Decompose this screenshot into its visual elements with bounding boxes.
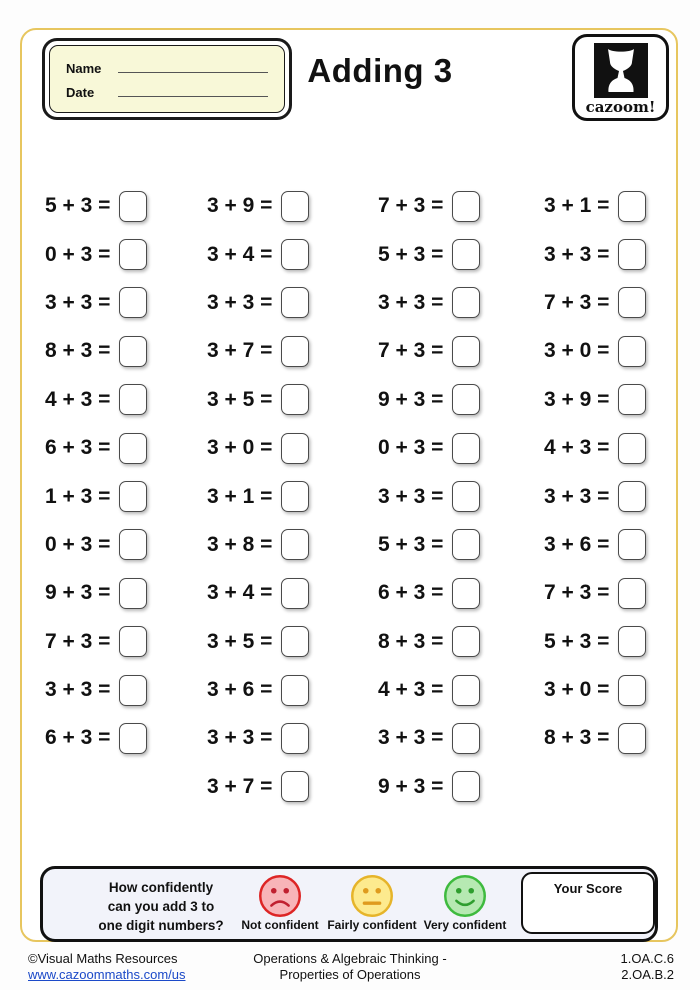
problem-cell <box>40 618 202 666</box>
standard-code-2: 2.OA.B.2 <box>621 966 674 982</box>
equation-text: 8 + 3 = <box>378 629 444 653</box>
equation-text: 3 + 3 = <box>378 726 444 750</box>
date-input-line[interactable] <box>118 96 268 97</box>
equation-text: 5 + 3 = <box>378 242 444 266</box>
problem-cell <box>40 714 202 762</box>
equation-text: 5 + 3 = <box>378 532 444 556</box>
answer-box[interactable] <box>452 191 480 222</box>
answer-box[interactable] <box>618 384 646 415</box>
equation-text: 6 + 3 = <box>378 581 444 605</box>
answer-box[interactable] <box>452 529 480 560</box>
equation-text: 3 + 9 = <box>207 194 273 218</box>
your-score-label: Your Score <box>553 881 623 896</box>
answer-box[interactable] <box>281 771 309 802</box>
answer-box[interactable] <box>618 239 646 270</box>
happy-face-icon[interactable] <box>442 873 488 919</box>
problem-cell <box>202 327 373 375</box>
problem-cell <box>202 521 373 569</box>
problem-cell <box>40 279 202 327</box>
problem-cell <box>40 666 202 714</box>
answer-box[interactable] <box>618 191 646 222</box>
equation-text: 3 + 1 = <box>207 484 273 508</box>
answer-box[interactable] <box>452 481 480 512</box>
equation-text: 3 + 0 = <box>207 436 273 460</box>
problem-cell <box>539 376 657 424</box>
answer-box[interactable] <box>281 578 309 609</box>
name-input-line[interactable] <box>118 72 268 73</box>
problem-cell <box>40 230 202 278</box>
problem-cell <box>373 714 539 762</box>
problem-cell <box>40 521 202 569</box>
problem-cell <box>539 618 657 666</box>
problem-cell <box>373 569 539 617</box>
equation-text: 7 + 3 = <box>378 339 444 363</box>
equation-text: 1 + 3 = <box>45 484 111 508</box>
problem-cell <box>202 182 373 230</box>
equation-text: 0 + 3 = <box>378 436 444 460</box>
problem-cell <box>539 472 657 520</box>
problem-cell <box>539 521 657 569</box>
problem-cell <box>373 376 539 424</box>
answer-box[interactable] <box>281 336 309 367</box>
standard-code-1: 1.OA.C.6 <box>620 951 674 966</box>
confidence-option-label: Very confident <box>423 918 507 932</box>
empty-cell <box>539 763 657 811</box>
problem-cell <box>202 472 373 520</box>
equation-text: 6 + 3 = <box>45 436 111 460</box>
problem-cell <box>202 376 373 424</box>
answer-box[interactable] <box>281 529 309 560</box>
answer-box[interactable] <box>618 433 646 464</box>
equation-text: 3 + 7 = <box>207 339 273 363</box>
answer-box[interactable] <box>618 336 646 367</box>
problem-cell <box>40 569 202 617</box>
curriculum-strand-line2: Properties of Operations <box>279 966 421 982</box>
answer-box[interactable] <box>452 723 480 754</box>
answer-box[interactable] <box>452 287 480 318</box>
problem-cell <box>373 230 539 278</box>
equation-text: 3 + 0 = <box>544 678 610 702</box>
answer-box[interactable] <box>119 336 147 367</box>
date-label: Date <box>66 84 95 100</box>
problem-cell <box>373 182 539 230</box>
answer-box[interactable] <box>119 239 147 270</box>
answer-box[interactable] <box>119 191 147 222</box>
problem-cell <box>202 618 373 666</box>
answer-box[interactable] <box>281 723 309 754</box>
equation-text: 7 + 3 = <box>544 290 610 314</box>
equation-text: 3 + 1 = <box>544 194 610 218</box>
equation-text: 7 + 3 = <box>544 581 610 605</box>
problem-cell <box>40 182 202 230</box>
answer-box[interactable] <box>618 675 646 706</box>
problem-cell <box>373 521 539 569</box>
footer-right <box>621 951 674 983</box>
confidence-question-line3: one digit numbers? <box>98 918 224 934</box>
answer-box[interactable] <box>119 626 147 657</box>
equation-text: 3 + 4 = <box>207 242 273 266</box>
answer-box[interactable] <box>618 626 646 657</box>
problem-cell <box>202 569 373 617</box>
equation-text: 3 + 6 = <box>544 532 610 556</box>
equation-text: 3 + 9 = <box>544 387 610 411</box>
equation-text: 3 + 5 = <box>207 387 273 411</box>
answer-box[interactable] <box>452 239 480 270</box>
equation-text: 7 + 3 = <box>378 194 444 218</box>
answer-box[interactable] <box>281 675 309 706</box>
problems-grid <box>40 182 660 811</box>
answer-box[interactable] <box>281 481 309 512</box>
equation-text: 3 + 3 = <box>544 242 610 266</box>
equation-text: 9 + 3 = <box>45 581 111 605</box>
empty-cell <box>40 763 202 811</box>
answer-box[interactable] <box>452 675 480 706</box>
equation-text: 3 + 5 = <box>207 629 273 653</box>
problem-cell <box>202 279 373 327</box>
equation-text: 3 + 3 = <box>544 484 610 508</box>
answer-box[interactable] <box>618 481 646 512</box>
equation-text: 3 + 7 = <box>207 774 273 798</box>
problem-cell <box>373 472 539 520</box>
logo-wordmark: cazoom! <box>585 98 656 116</box>
answer-box[interactable] <box>281 626 309 657</box>
equation-text: 4 + 3 = <box>45 387 111 411</box>
equation-text: 3 + 3 = <box>207 726 273 750</box>
answer-box[interactable] <box>281 287 309 318</box>
equation-text: 9 + 3 = <box>378 774 444 798</box>
copyright-text: ©Visual Maths Resources <box>28 951 178 966</box>
equation-text: 5 + 3 = <box>45 194 111 218</box>
equation-text: 3 + 6 = <box>207 678 273 702</box>
answer-box[interactable] <box>281 433 309 464</box>
problem-cell <box>373 763 539 811</box>
problem-cell <box>40 424 202 472</box>
problem-cell <box>539 569 657 617</box>
problem-cell <box>40 376 202 424</box>
problem-cell <box>539 327 657 375</box>
problem-cell <box>202 666 373 714</box>
problem-cell <box>539 666 657 714</box>
answer-box[interactable] <box>119 384 147 415</box>
equation-text: 3 + 3 = <box>45 678 111 702</box>
equation-text: 8 + 3 = <box>45 339 111 363</box>
answer-box[interactable] <box>618 529 646 560</box>
answer-box[interactable] <box>281 191 309 222</box>
equation-text: 5 + 3 = <box>544 629 610 653</box>
website-link[interactable]: www.cazoommaths.com/us <box>28 966 186 982</box>
answer-box[interactable] <box>452 578 480 609</box>
problem-cell <box>40 327 202 375</box>
answer-box[interactable] <box>119 529 147 560</box>
cazoom-logo <box>572 34 669 121</box>
equation-text: 3 + 3 = <box>378 484 444 508</box>
confidence-option-label: Not confident <box>241 918 319 932</box>
answer-box[interactable] <box>618 578 646 609</box>
equation-text: 3 + 4 = <box>207 581 273 605</box>
drum-icon <box>594 43 648 98</box>
confidence-option-label: Fairly confident <box>327 918 417 932</box>
equation-text: 9 + 3 = <box>378 387 444 411</box>
equation-text: 0 + 3 = <box>45 242 111 266</box>
answer-box[interactable] <box>119 675 147 706</box>
problem-cell <box>539 714 657 762</box>
problem-cell <box>539 279 657 327</box>
problem-cell <box>373 618 539 666</box>
answer-box[interactable] <box>452 626 480 657</box>
sad-face-icon[interactable] <box>257 873 303 919</box>
your-score-box[interactable] <box>521 872 655 934</box>
problem-cell <box>40 472 202 520</box>
problem-cell <box>202 763 373 811</box>
problem-cell <box>539 182 657 230</box>
footer-left <box>28 951 186 983</box>
problem-cell <box>202 230 373 278</box>
equation-text: 3 + 3 = <box>207 290 273 314</box>
equation-text: 6 + 3 = <box>45 726 111 750</box>
name-label: Name <box>66 60 102 76</box>
name-row <box>66 61 268 76</box>
answer-box[interactable] <box>119 481 147 512</box>
problem-cell <box>373 424 539 472</box>
answer-box[interactable] <box>618 287 646 318</box>
confidence-question-line1: How confidently <box>108 880 214 895</box>
neutral-face-icon[interactable] <box>349 873 395 919</box>
answer-box[interactable] <box>119 287 147 318</box>
footer-center <box>175 951 525 983</box>
problem-cell <box>373 327 539 375</box>
problem-cell <box>539 230 657 278</box>
equation-text: 4 + 3 = <box>378 678 444 702</box>
problem-cell <box>373 666 539 714</box>
answer-box[interactable] <box>119 723 147 754</box>
equation-text: 3 + 3 = <box>378 290 444 314</box>
answer-box[interactable] <box>452 336 480 367</box>
confidence-bar <box>40 866 658 942</box>
confidence-question-line2: can you add 3 to <box>107 899 215 915</box>
answer-box[interactable] <box>281 384 309 415</box>
equation-text: 0 + 3 = <box>45 532 111 556</box>
answer-box[interactable] <box>119 578 147 609</box>
equation-text: 3 + 0 = <box>544 339 610 363</box>
answer-box[interactable] <box>618 723 646 754</box>
problem-cell <box>373 279 539 327</box>
problem-cell <box>202 424 373 472</box>
confidence-option-very-confident <box>407 871 523 932</box>
equation-text: 3 + 3 = <box>45 290 111 314</box>
problem-cell <box>539 424 657 472</box>
curriculum-strand-line1: Operations & Algebraic Thinking - <box>253 951 447 966</box>
answer-box[interactable] <box>281 239 309 270</box>
answer-box[interactable] <box>452 433 480 464</box>
problem-cell <box>202 714 373 762</box>
equation-text: 8 + 3 = <box>544 726 610 750</box>
equation-text: 4 + 3 = <box>544 436 610 460</box>
date-row <box>66 85 268 100</box>
answer-box[interactable] <box>119 433 147 464</box>
equation-text: 7 + 3 = <box>45 629 111 653</box>
answer-box[interactable] <box>452 384 480 415</box>
answer-box[interactable] <box>452 771 480 802</box>
page-title: Adding 3 <box>307 52 453 89</box>
equation-text: 3 + 8 = <box>207 532 273 556</box>
